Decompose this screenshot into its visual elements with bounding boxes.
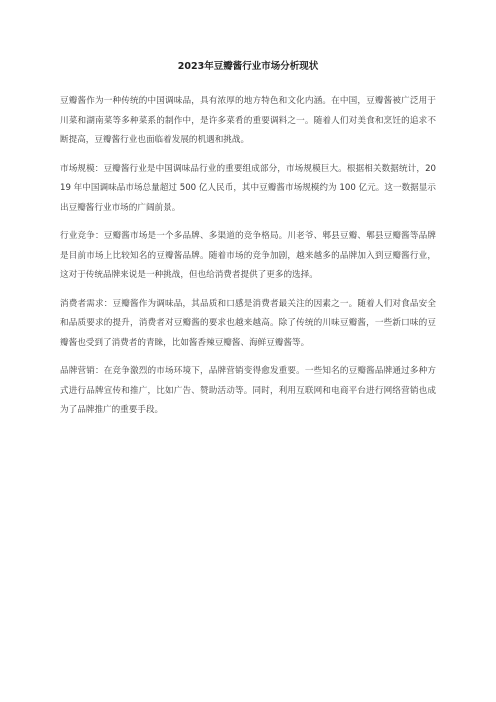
paragraph-competition: 行业竞争：豆瓣酱市场是一个多品牌、多渠道的竞争格局。川老爷、郫县豆瓣、郫县豆瓣酱等品牌是目前市场上比较知名的豆瓣酱品牌。随着市场的竞争加剧，越来越多的品牌加入到豆瓣酱行业，这对于传统品牌来说是一种挑战，但也给消费者提供了更多的选择。: [60, 231, 436, 280]
paragraph-market-size: 市场规模：豆瓣酱行业是中国调味品行业的重要组成部分，市场规模巨大。根据相关数据统计，2019 年中国调味品市场总量超过 500 亿人民币，其中豆瓣酱市场规模约为 100 亿元。这一数据显示出豆瓣酱行业市场的广阔前景。: [60, 163, 436, 213]
document-title: 2023年豆瓣酱行业市场分析现状: [177, 61, 319, 72]
paragraph-consumer-demand: 消费者需求：豆瓣酱作为调味品，其品质和口感是消费者最关注的因素之一。随着人们对食品安全和品质要求的提升，消费者对豆瓣酱的要求也越来越高。除了传统的川味豆瓣酱，一些新口味的豆瓣酱也受到了消费者的青睐，比如酱香辣豆瓣酱、海鲜豆瓣酱等。: [60, 298, 436, 348]
paragraph-brand-marketing: 品牌营销：在竞争激烈的市场环境下，品牌营销变得愈发重要。一些知名的豆瓣酱品牌通过多种方式进行品牌宣传和推广，比如广告、赞助活动等。同时，利用互联网和电商平台进行网络营销也成为了品牌推广的重要手段。: [60, 366, 436, 415]
paragraph-intro: 豆瓣酱作为一种传统的中国调味品，具有浓厚的地方特色和文化内涵。在中国，豆瓣酱被广泛用于川菜和湖南菜等多种菜系的制作中，是许多菜肴的重要调料之一。随着人们对美食和烹饪的追求不断提高，豆瓣酱行业也面临着发展的机遇和挑战。: [60, 96, 436, 145]
